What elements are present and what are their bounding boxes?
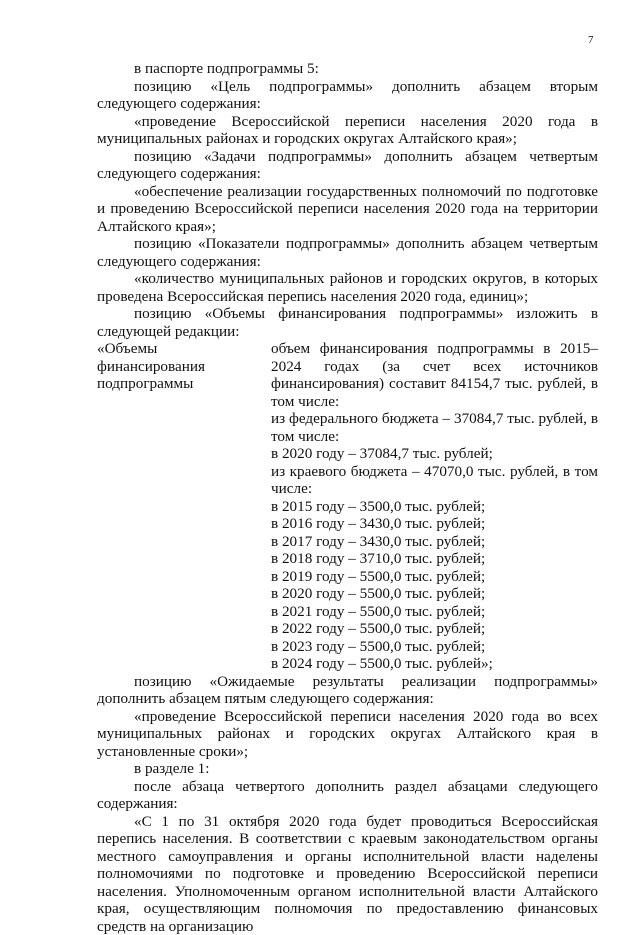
paragraph: позицию «Цель подпрограммы» дополнить абзацем вторым следующего содержания:: [97, 78, 598, 113]
funding-federal: из федерального бюджета – 37084,7 тыс. рублей, в том числе:: [271, 410, 598, 445]
paragraph: позицию «Показатели подпрограммы» дополнить абзацем четвертым следующего содержания:: [97, 235, 598, 270]
funding-regional-year: в 2016 году – 3430,0 тыс. рублей;: [271, 515, 598, 533]
funding-intro: объем финансирования подпрограммы в 2015–2024 годах (за счет всех источников финансирования) составит 84154,7 тыс. рублей, в том числе:: [271, 340, 598, 410]
paragraph: «обеспечение реализации государственных полномочий по подготовке и проведению Всероссийской переписи населения 2020 года на территории Алтайского края»;: [97, 183, 598, 236]
funding-table: [97, 340, 598, 673]
paragraph: «проведение Всероссийской переписи населения 2020 года во всех муниципальных районах и городских округах Алтайского края в установленные сроки»;: [97, 708, 598, 761]
paragraph: «количество муниципальных районов и городских округов, в которых проведена Всероссийская перепись населения 2020 года, единиц»;: [97, 270, 598, 305]
funding-regional-year: в 2015 году – 3500,0 тыс. рублей;: [271, 498, 598, 516]
funding-regional-year: в 2024 году – 5500,0 тыс. рублей»;: [271, 655, 598, 673]
paragraph: позицию «Задачи подпрограммы» дополнить абзацем четвертым следующего содержания:: [97, 148, 598, 183]
funding-regional: из краевого бюджета – 47070,0 тыс. рублей, в том числе:: [271, 463, 598, 498]
funding-regional-year: в 2022 году – 5500,0 тыс. рублей;: [271, 620, 598, 638]
funding-regional-year: в 2023 году – 5500,0 тыс. рублей;: [271, 638, 598, 656]
paragraph: в разделе 1:: [97, 760, 598, 778]
paragraph: после абзаца четвертого дополнить раздел абзацами следующего содержания:: [97, 778, 598, 813]
funding-federal-year: в 2020 году – 37084,7 тыс. рублей;: [271, 445, 598, 463]
paragraph: позицию «Ожидаемые результаты реализации подпрограммы» дополнить абзацем пятым следующего содержания:: [97, 673, 598, 708]
paragraph: «С 1 по 31 октября 2020 года будет проводиться Всероссийская перепись населения. В соответствии с краевым законодательством органы местного самоуправления и органы исполнительной власти наделены полномочиями по подготовке и проведению Всероссийской переписи населения. Уполномоченным органом исполнительной власти Алтайского края, осуществляющим полномочия по предоставлению финансовых средств на организацию: [97, 813, 598, 935]
funding-regional-year: в 2019 году – 5500,0 тыс. рублей;: [271, 568, 598, 586]
funding-table-values: [271, 340, 598, 673]
paragraph: позицию «Объемы финансирования подпрограммы» изложить в следующей редакции:: [97, 305, 598, 340]
paragraph: «проведение Всероссийской переписи населения 2020 года в муниципальных районах и городских округах Алтайского края»;: [97, 113, 598, 148]
funding-table-label: «Объемы финансирования подпрограммы: [97, 340, 271, 673]
document-body: [97, 60, 598, 935]
funding-regional-year: в 2021 году – 5500,0 тыс. рублей;: [271, 603, 598, 621]
funding-regional-year: в 2020 году – 5500,0 тыс. рублей;: [271, 585, 598, 603]
funding-regional-year: в 2017 году – 3430,0 тыс. рублей;: [271, 533, 598, 551]
funding-regional-year: в 2018 году – 3710,0 тыс. рублей;: [271, 550, 598, 568]
page-number: 7: [588, 34, 594, 46]
paragraph: в паспорте подпрограммы 5:: [97, 60, 598, 78]
